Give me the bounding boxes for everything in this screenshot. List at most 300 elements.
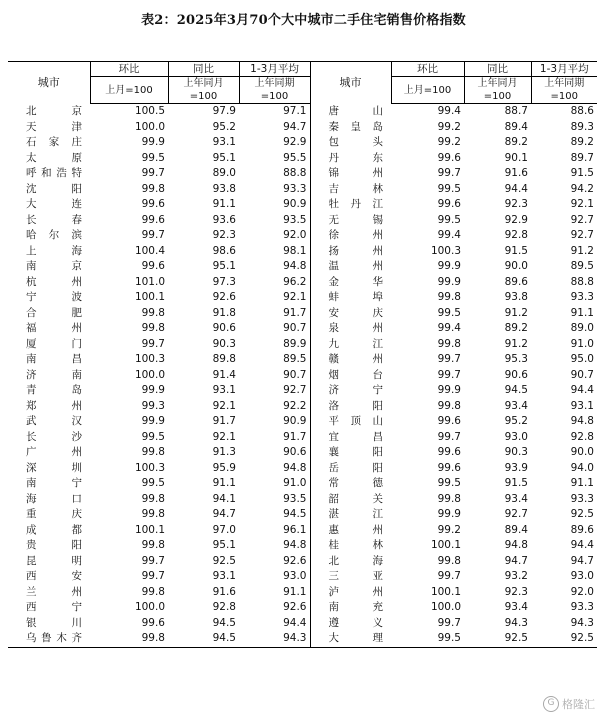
table-row xyxy=(8,507,597,523)
yoy-value-left: 98.6 xyxy=(212,244,236,257)
yoy-header-right: 同比 xyxy=(464,62,531,77)
yoy-value-right: 92.9 xyxy=(504,213,528,226)
avg-value-right: 89.2 xyxy=(570,136,594,149)
yoy-value-left: 91.6 xyxy=(212,585,236,598)
mom-value-left: 99.8 xyxy=(141,182,165,195)
city-name-left: 乌鲁木齐 xyxy=(26,632,82,645)
city-name-right: 岳阳 xyxy=(310,461,391,477)
yoy-value-left: 92.6 xyxy=(212,291,236,304)
mom-value-right: 99.7 xyxy=(437,353,461,366)
yoy-value-right: 89.2 xyxy=(504,322,528,335)
mom-value-left: 99.8 xyxy=(141,492,165,505)
avg-value-right: 94.8 xyxy=(570,415,594,428)
city-name-right: 徐州 xyxy=(310,228,391,244)
avg-value-right: 95.0 xyxy=(570,353,594,366)
city-name-right: 秦皇岛 xyxy=(310,120,391,136)
mom-value-left: 99.8 xyxy=(141,539,165,552)
mom-value-left: 99.6 xyxy=(141,260,165,273)
mom-value-left: 100.3 xyxy=(134,353,165,366)
avg-value-right: 93.1 xyxy=(570,399,594,412)
city-name-right: 温州 xyxy=(310,259,391,275)
table-row xyxy=(8,368,597,384)
yoy-value-right: 91.2 xyxy=(504,306,528,319)
yoy-value-left: 92.8 xyxy=(212,601,236,614)
mom-value-right: 99.7 xyxy=(437,570,461,583)
mom-value-right: 99.6 xyxy=(437,446,461,459)
mom-value-right: 99.9 xyxy=(437,384,461,397)
city-name-left: 青岛 xyxy=(26,384,82,397)
city-name-right: 洛阳 xyxy=(310,399,391,415)
mom-value-left: 101.0 xyxy=(134,275,165,288)
mom-value-left: 99.8 xyxy=(141,585,165,598)
yoy-value-left: 97.3 xyxy=(212,275,236,288)
city-name-right: 包头 xyxy=(310,135,391,151)
yoy-value-left: 91.4 xyxy=(212,368,236,381)
city-name-left: 西安 xyxy=(26,570,82,583)
city-name-left: 成都 xyxy=(26,523,82,536)
mom-value-left: 99.6 xyxy=(141,616,165,629)
table-row xyxy=(8,275,597,291)
avg-value-right: 89.6 xyxy=(570,523,594,536)
city-name-right: 九江 xyxy=(310,337,391,353)
mom-value-right: 99.2 xyxy=(437,523,461,536)
city-name-left: 北京 xyxy=(26,105,82,117)
city-header-right: 城市 xyxy=(310,62,391,104)
mom-value-right: 99.5 xyxy=(437,306,461,319)
avg-value-left: 94.8 xyxy=(283,461,307,474)
yoy-value-right: 94.4 xyxy=(504,182,528,195)
mom-value-right: 100.1 xyxy=(430,539,461,552)
table-row xyxy=(8,585,597,601)
avg-sub-line2: =100 xyxy=(550,91,578,102)
mom-value-right: 99.4 xyxy=(437,322,461,335)
mom-value-right: 99.4 xyxy=(437,105,461,118)
avg-value-right: 94.0 xyxy=(570,461,594,474)
avg-value-right: 94.7 xyxy=(570,554,594,567)
table-row xyxy=(8,104,597,120)
mom-value-right: 99.2 xyxy=(437,136,461,149)
yoy-value-left: 89.0 xyxy=(212,167,236,180)
mom-subheader-left: 上月=100 xyxy=(90,77,168,104)
avg-value-right: 91.1 xyxy=(570,306,594,319)
avg-value-right: 92.7 xyxy=(570,229,594,242)
mom-value-left: 99.5 xyxy=(141,151,165,164)
avg-subheader-left xyxy=(239,77,310,104)
yoy-value-right: 95.3 xyxy=(504,353,528,366)
avg-value-right: 89.5 xyxy=(570,260,594,273)
avg-value-right: 92.5 xyxy=(570,632,594,645)
table-row xyxy=(8,182,597,198)
city-name-left: 长春 xyxy=(26,213,82,226)
table-row xyxy=(8,414,597,430)
city-name-right: 泸州 xyxy=(310,585,391,601)
city-name-right: 湛江 xyxy=(310,507,391,523)
mom-value-right: 99.8 xyxy=(437,337,461,350)
city-name-right: 常德 xyxy=(310,476,391,492)
yoy-value-right: 89.2 xyxy=(504,136,528,149)
city-name-left: 西宁 xyxy=(26,601,82,614)
yoy-value-left: 94.1 xyxy=(212,492,236,505)
city-name-right: 三亚 xyxy=(310,569,391,585)
yoy-value-right: 94.8 xyxy=(504,539,528,552)
table-row xyxy=(8,166,597,182)
mom-value-left: 99.8 xyxy=(141,446,165,459)
mom-value-right: 99.8 xyxy=(437,291,461,304)
table-row xyxy=(8,445,597,461)
mom-value-left: 99.7 xyxy=(141,570,165,583)
mom-value-left: 99.8 xyxy=(141,508,165,521)
city-name-left: 哈尔滨 xyxy=(26,229,82,242)
city-name-left: 南宁 xyxy=(26,477,82,490)
yoy-value-left: 92.1 xyxy=(212,399,236,412)
yoy-value-left: 97.0 xyxy=(212,523,236,536)
mom-value-right: 99.5 xyxy=(437,632,461,645)
yoy-value-left: 92.5 xyxy=(212,554,236,567)
avg-value-right: 88.6 xyxy=(570,105,594,118)
avg-value-left: 94.4 xyxy=(283,616,307,629)
city-name-left: 呼和浩特 xyxy=(26,167,82,180)
yoy-subheader-right xyxy=(464,77,531,104)
yoy-value-left: 91.7 xyxy=(212,415,236,428)
yoy-value-left: 93.1 xyxy=(212,570,236,583)
mom-value-right: 100.3 xyxy=(430,244,461,257)
city-name-right: 吉林 xyxy=(310,182,391,198)
city-header-left: 城市 xyxy=(37,76,60,90)
table-row xyxy=(8,244,597,260)
avg-value-left: 98.1 xyxy=(283,244,307,257)
city-name-left: 广州 xyxy=(26,446,82,459)
mom-value-left: 99.8 xyxy=(141,322,165,335)
mom-value-left: 100.0 xyxy=(134,601,165,614)
table-row xyxy=(8,321,597,337)
city-name-left: 上海 xyxy=(26,244,82,257)
city-name-left: 武汉 xyxy=(26,415,82,428)
city-name-right: 济宁 xyxy=(310,383,391,399)
avg-value-right: 89.7 xyxy=(570,151,594,164)
city-name-left: 沈阳 xyxy=(26,182,82,195)
table-row xyxy=(8,135,597,151)
yoy-value-right: 92.5 xyxy=(504,632,528,645)
city-name-left: 海口 xyxy=(26,492,82,505)
yoy-value-left: 90.3 xyxy=(212,337,236,350)
avg-value-right: 92.5 xyxy=(570,508,594,521)
avg-value-left: 93.3 xyxy=(283,182,307,195)
table-row xyxy=(8,197,597,213)
city-name-right: 韶关 xyxy=(310,492,391,508)
city-name-left: 南昌 xyxy=(26,353,82,366)
table-row xyxy=(8,476,597,492)
mom-value-right: 99.9 xyxy=(437,508,461,521)
mom-value-right: 99.7 xyxy=(437,430,461,443)
avg-value-left: 90.7 xyxy=(283,368,307,381)
table-row xyxy=(8,352,597,368)
mom-value-right: 100.0 xyxy=(430,601,461,614)
mom-value-left: 100.0 xyxy=(134,368,165,381)
mom-value-left: 100.5 xyxy=(134,105,165,118)
city-name-left: 银川 xyxy=(26,616,82,629)
avg-value-right: 94.4 xyxy=(570,539,594,552)
yoy-value-left: 93.1 xyxy=(212,384,236,397)
city-name-right: 唐山 xyxy=(310,104,391,120)
yoy-value-left: 91.1 xyxy=(212,477,236,490)
city-name-left: 宁波 xyxy=(26,291,82,304)
mom-value-right: 99.7 xyxy=(437,616,461,629)
avg-value-right: 93.3 xyxy=(570,291,594,304)
avg-sub-line2: =100 xyxy=(260,91,289,102)
header-row-2 xyxy=(8,77,597,104)
city-name-right: 桂林 xyxy=(310,538,391,554)
city-name-left: 南京 xyxy=(26,260,82,273)
mom-value-left: 99.8 xyxy=(141,306,165,319)
avg-value-right: 92.0 xyxy=(570,585,594,598)
table-row xyxy=(8,523,597,539)
avg-value-right: 91.5 xyxy=(570,167,594,180)
mom-value-right: 99.5 xyxy=(437,213,461,226)
avg-value-left: 97.1 xyxy=(283,105,307,118)
mom-value-left: 99.7 xyxy=(141,167,165,180)
yoy-value-right: 89.6 xyxy=(504,275,528,288)
city-name-right: 扬州 xyxy=(310,244,391,260)
yoy-value-right: 90.0 xyxy=(504,260,528,273)
yoy-value-left: 95.1 xyxy=(212,260,236,273)
mom-value-left: 100.1 xyxy=(134,291,165,304)
yoy-value-left: 89.8 xyxy=(212,353,236,366)
table-row xyxy=(8,631,597,647)
mom-value-left: 100.1 xyxy=(134,523,165,536)
city-name-right: 赣州 xyxy=(310,352,391,368)
avg-header-right: 1-3月平均 xyxy=(531,62,597,77)
avg-value-left: 88.8 xyxy=(283,167,307,180)
mom-value-right: 99.6 xyxy=(437,415,461,428)
mom-subheader-right: 上月=100 xyxy=(391,77,464,104)
yoy-value-left: 94.7 xyxy=(212,508,236,521)
city-name-left: 兰州 xyxy=(26,585,82,598)
avg-value-left: 92.7 xyxy=(283,384,307,397)
city-name-right: 无锡 xyxy=(310,213,391,229)
yoy-value-right: 91.5 xyxy=(504,244,528,257)
yoy-value-right: 94.7 xyxy=(504,554,528,567)
city-name-right: 烟台 xyxy=(310,368,391,384)
avg-value-right: 92.8 xyxy=(570,430,594,443)
yoy-value-right: 93.2 xyxy=(504,570,528,583)
city-name-left: 深圳 xyxy=(26,461,82,474)
table-row xyxy=(8,616,597,632)
avg-value-left: 91.7 xyxy=(283,430,307,443)
city-name-left: 合肥 xyxy=(26,306,82,319)
avg-value-right: 89.3 xyxy=(570,120,594,133)
mom-value-right: 99.8 xyxy=(437,399,461,412)
yoy-value-right: 93.4 xyxy=(504,399,528,412)
avg-value-left: 94.8 xyxy=(283,539,307,552)
avg-sub-line1: 上年同期 xyxy=(254,78,295,89)
yoy-value-right: 90.1 xyxy=(504,151,528,164)
yoy-value-right: 92.8 xyxy=(504,229,528,242)
avg-value-left: 92.6 xyxy=(283,601,307,614)
city-name-right: 锦州 xyxy=(310,166,391,182)
avg-value-right: 89.0 xyxy=(570,322,594,335)
yoy-sub-line2: =100 xyxy=(189,91,218,102)
yoy-value-left: 93.6 xyxy=(212,213,236,226)
yoy-value-left: 91.8 xyxy=(212,306,236,319)
yoy-subheader-left xyxy=(168,77,239,104)
city-name-left: 重庆 xyxy=(26,508,82,521)
city-name-right: 惠州 xyxy=(310,523,391,539)
mom-value-right: 99.4 xyxy=(437,229,461,242)
avg-value-right: 90.0 xyxy=(570,446,594,459)
table-row xyxy=(8,461,597,477)
city-name-left: 杭州 xyxy=(26,275,82,288)
table-row xyxy=(8,337,597,353)
avg-value-right: 91.2 xyxy=(570,244,594,257)
yoy-value-right: 91.6 xyxy=(504,167,528,180)
avg-value-left: 90.7 xyxy=(283,322,307,335)
mom-value-right: 99.6 xyxy=(437,461,461,474)
mom-header-left: 环比 xyxy=(90,62,168,77)
avg-value-right: 93.3 xyxy=(570,492,594,505)
mom-value-left: 99.9 xyxy=(141,136,165,149)
mom-value-left: 99.3 xyxy=(141,399,165,412)
yoy-value-left: 92.1 xyxy=(212,430,236,443)
city-name-right: 宜昌 xyxy=(310,430,391,446)
avg-value-left: 94.7 xyxy=(283,120,307,133)
yoy-sub-line2: =100 xyxy=(483,91,512,102)
mom-value-left: 99.7 xyxy=(141,337,165,350)
mom-value-right: 100.1 xyxy=(430,585,461,598)
city-name-right: 平顶山 xyxy=(310,414,391,430)
mom-value-right: 99.8 xyxy=(437,554,461,567)
yoy-sub-line1: 上年同月 xyxy=(477,78,518,89)
avg-value-right: 93.0 xyxy=(570,570,594,583)
watermark-logo-icon: G xyxy=(543,696,559,712)
table-row xyxy=(8,120,597,136)
city-name-left: 厦门 xyxy=(26,337,82,350)
table-row xyxy=(8,213,597,229)
avg-value-left: 92.1 xyxy=(283,291,307,304)
city-name-right: 北海 xyxy=(310,554,391,570)
city-name-left: 大连 xyxy=(26,198,82,211)
yoy-value-right: 93.0 xyxy=(504,430,528,443)
avg-value-left: 93.0 xyxy=(283,570,307,583)
avg-value-left: 94.8 xyxy=(283,260,307,273)
bottom-rule xyxy=(8,647,597,648)
avg-sub-line1: 上年同期 xyxy=(544,78,585,89)
mom-value-left: 99.6 xyxy=(141,213,165,226)
avg-header-left: 1-3月平均 xyxy=(239,62,310,77)
watermark-text: 格隆汇 xyxy=(562,698,595,711)
avg-value-right: 93.3 xyxy=(570,601,594,614)
yoy-value-left: 95.2 xyxy=(212,120,236,133)
mom-value-right: 99.7 xyxy=(437,167,461,180)
yoy-value-right: 88.7 xyxy=(504,105,528,118)
yoy-value-right: 91.2 xyxy=(504,337,528,350)
mom-value-right: 99.9 xyxy=(437,260,461,273)
avg-value-right: 92.1 xyxy=(570,198,594,211)
yoy-value-right: 90.6 xyxy=(504,368,528,381)
table-row xyxy=(8,554,597,570)
yoy-value-left: 91.3 xyxy=(212,446,236,459)
table-row xyxy=(8,228,597,244)
yoy-value-right: 89.4 xyxy=(504,120,528,133)
mom-value-left: 99.5 xyxy=(141,430,165,443)
yoy-value-right: 93.4 xyxy=(504,601,528,614)
mom-value-left: 99.7 xyxy=(141,229,165,242)
table-row xyxy=(8,430,597,446)
avg-value-right: 94.4 xyxy=(570,384,594,397)
city-name-right: 金华 xyxy=(310,275,391,291)
avg-value-left: 93.5 xyxy=(283,213,307,226)
city-name-right: 大理 xyxy=(310,631,391,647)
yoy-value-left: 94.5 xyxy=(212,616,236,629)
city-name-left: 长沙 xyxy=(26,430,82,443)
table-row xyxy=(8,600,597,616)
city-name-right: 遵义 xyxy=(310,616,391,632)
yoy-value-right: 93.9 xyxy=(504,461,528,474)
mom-value-left: 99.7 xyxy=(141,554,165,567)
mom-value-right: 99.8 xyxy=(437,492,461,505)
yoy-value-right: 92.3 xyxy=(504,585,528,598)
mom-value-left: 100.0 xyxy=(134,120,165,133)
city-name-left: 石家庄 xyxy=(26,136,82,149)
yoy-value-right: 92.3 xyxy=(504,198,528,211)
mom-value-right: 99.2 xyxy=(437,120,461,133)
avg-value-left: 89.9 xyxy=(283,337,307,350)
table-row xyxy=(8,151,597,167)
avg-value-right: 91.0 xyxy=(570,337,594,350)
city-name-right: 泉州 xyxy=(310,321,391,337)
table-row xyxy=(8,306,597,322)
yoy-value-right: 95.2 xyxy=(504,415,528,428)
avg-value-right: 91.1 xyxy=(570,477,594,490)
avg-value-right: 94.3 xyxy=(570,616,594,629)
yoy-value-right: 94.5 xyxy=(504,384,528,397)
avg-subheader-right xyxy=(531,77,597,104)
watermark xyxy=(543,696,595,712)
mom-value-left: 99.9 xyxy=(141,415,165,428)
yoy-value-left: 97.9 xyxy=(212,105,236,118)
city-name-left: 郑州 xyxy=(26,399,82,412)
yoy-header-left: 同比 xyxy=(168,62,239,77)
mom-value-right: 99.6 xyxy=(437,151,461,164)
table-row xyxy=(8,290,597,306)
table-row xyxy=(8,383,597,399)
avg-value-left: 92.2 xyxy=(283,399,307,412)
mom-value-right: 99.5 xyxy=(437,477,461,490)
avg-value-left: 92.9 xyxy=(283,136,307,149)
avg-value-left: 96.2 xyxy=(283,275,307,288)
city-name-left: 天津 xyxy=(26,120,82,133)
yoy-value-right: 94.3 xyxy=(504,616,528,629)
price-index-table xyxy=(8,61,597,648)
city-name-left: 济南 xyxy=(26,368,82,381)
city-name-left: 福州 xyxy=(26,322,82,335)
avg-value-left: 90.6 xyxy=(283,446,307,459)
yoy-value-left: 93.1 xyxy=(212,136,236,149)
mom-value-right: 99.6 xyxy=(437,198,461,211)
avg-value-right: 94.2 xyxy=(570,182,594,195)
avg-value-left: 92.6 xyxy=(283,554,307,567)
header-row-1 xyxy=(8,62,597,77)
yoy-value-right: 90.3 xyxy=(504,446,528,459)
mom-value-right: 99.7 xyxy=(437,368,461,381)
yoy-value-left: 95.9 xyxy=(212,461,236,474)
avg-value-left: 94.5 xyxy=(283,508,307,521)
yoy-value-right: 93.4 xyxy=(504,492,528,505)
yoy-value-left: 90.6 xyxy=(212,322,236,335)
city-name-right: 南充 xyxy=(310,600,391,616)
avg-value-right: 90.7 xyxy=(570,368,594,381)
yoy-value-right: 89.4 xyxy=(504,523,528,536)
mom-value-right: 99.5 xyxy=(437,182,461,195)
